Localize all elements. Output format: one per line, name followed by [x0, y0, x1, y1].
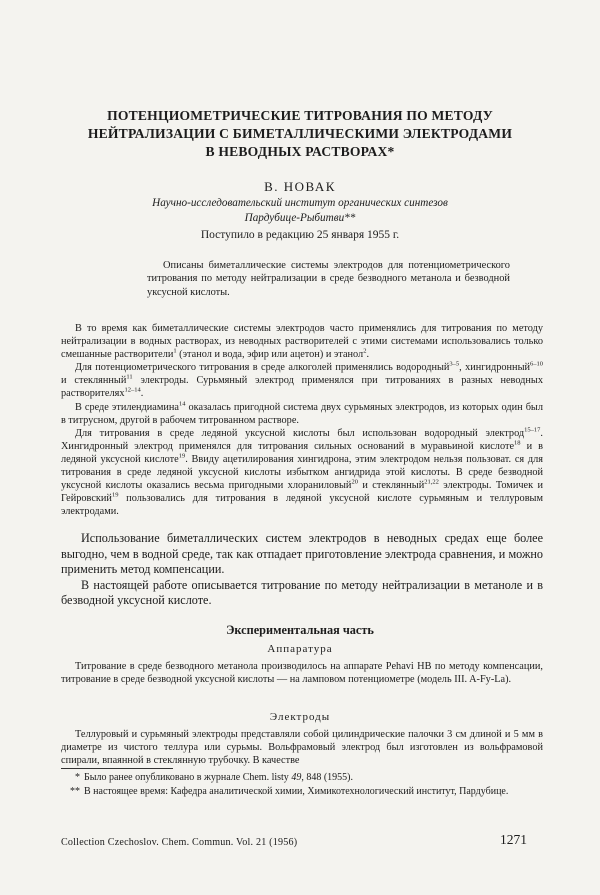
- citation: 12–14: [124, 387, 141, 395]
- citation: 1: [173, 347, 177, 355]
- intro-paragraph-2: Для потенциометрического титрования в среде алкоголей применялись водородный$^{3-5}$, хингидронный$^{6-10}$ и стеклянный$^{11}$ электроды. Сурьмяный электрод применялся при титрованиях в разных неводных растворителях$^{12-14}$.: [61, 360, 543, 400]
- apparatus-paragraph: Титрование в среде безводного метанола производилось на аппарате Pehavi HB по методу компенсации, титрование в среде безводной уксусной кислоты — на ламповом потенциометре (модель III. A-Fy-La).: [61, 661, 543, 686]
- page-number: 1271: [500, 832, 527, 847]
- main-text: [61, 531, 543, 609]
- subheading-apparatus: Аппаратура: [267, 643, 333, 655]
- title-line-1: ПОТЕНЦИОМЕТРИЧЕСКИЕ ТИТРОВАНИЯ ПО МЕТОДУ: [107, 108, 493, 123]
- citation: 21,22: [424, 478, 439, 486]
- section-heading-experimental: Экспериментальная часть: [226, 623, 374, 637]
- citation: 6–10: [530, 360, 543, 368]
- citation: 2: [363, 347, 367, 355]
- intro-paragraph-4: Для титрования в среде ледяной уксусной кислоты был использован водородный электрод$^{15-17}$. Хингидронный электрод применялся для титрования сильных оснований в муравьиной кислоте$^{18}$ и в ледяной уксусной кислоте$^{19}$. Ввиду ацетилирования хингидрона, этим электродом нельзя пользоват. ся для титрования в среде ледяной уксусной кислоты избытком ангидрида этой кислоты. В среде безводной уксусной кислоты оказались весьма пригодными хлоранилoвый$^{20}$ и стеклянный$^{21,22}$ электроды. Томичек и Гейровский$^{19}$ пользовались для титрования в ледяной уксусной кислоте сурьмяным и теллуровым электродами.: [61, 426, 543, 518]
- affiliation-line-2: Пардубице-Рыбитви**: [244, 212, 356, 224]
- citation: 11: [126, 373, 133, 381]
- main-paragraph-2: В настоящей работе описывается титрование по методу нейтрализации в метаноле и в безводной уксусной кислоте.: [61, 577, 543, 608]
- author-name: В. НОВАК: [264, 179, 336, 194]
- received-date: Поступило в редакцию 25 января 1955 г.: [200, 229, 400, 241]
- footnote-1: [61, 772, 543, 785]
- main-paragraph-1: Использование биметаллических систем электродов в неводных средах еще более выгодно, чем в водной среде, так как отпадает приготовление электрода сравнения, и можно применить метод компенсации.: [61, 531, 543, 577]
- subheading-electrodes: Электроды: [269, 711, 331, 723]
- title-line-3: В НЕВОДНЫХ РАСТВОРАХ*: [205, 144, 395, 159]
- abstract: Описаны биметаллические системы электродов для потенциометрического титрования по методу нейтрализации в среде безводного метанола и безводной уксусной кислоты.: [147, 260, 510, 298]
- footnote-2: [61, 786, 543, 799]
- footnote-divider: [61, 768, 173, 769]
- footnote-mark: *: [75, 772, 80, 783]
- citation: 14: [178, 400, 186, 408]
- footnote-mark: **: [70, 786, 80, 797]
- author-affiliation: [0, 196, 600, 226]
- intro-paragraph-3: В среде этилендиамина$^{14}$ оказалась пригодной система двух сурьмяных электродов, из которых один был в титрусном, другой в рабочем титрованном растворе.: [61, 400, 543, 426]
- citation: 18: [514, 439, 521, 447]
- article-title: [60, 107, 540, 161]
- citation: 19: [178, 452, 186, 460]
- intro-paragraph-1: В то время как биметаллические системы электродов часто применялись для титрования по методу нейтрализации в водных растворах, из неводных растворителей с этими системами использовались только смешанные растворители$^1$ (этанол и вода, эфир или ацетон) и этанол$^2$.: [61, 323, 543, 361]
- citation: 20: [351, 478, 358, 486]
- apparatus-section: [61, 660, 543, 686]
- introduction: [61, 322, 543, 518]
- electrodes-paragraph: Теллуровый и сурьмяный электроды представляли собой цилиндрические палочки 3 см длиной и 5 мм в диаметре из чистого теллура или сурьмы. Вольфрамовый электрод был изготовлен из вольфрамовой спирали, впаянной в стеклянную трубочку. В качестве: [61, 729, 543, 767]
- citation: 3–5: [449, 360, 460, 368]
- footnote-text: Было ранее опубликовано в журнале Chem. listy 49, 848 (1955).: [84, 772, 353, 783]
- affiliation-line-1: Научно-исследовательский институт органических синтезов: [152, 197, 448, 209]
- title-line-2: НЕЙТРАЛИЗАЦИИ С БИМЕТАЛЛИЧЕСКИМИ ЭЛЕКТРОДАМИ: [87, 126, 513, 141]
- citation: 19: [111, 491, 119, 499]
- journal-citation: Collection Czechoslov. Chem. Commun. Vol. 21 (1956): [61, 837, 298, 848]
- electrodes-section: [61, 728, 543, 767]
- footnote-text: В настоящее время: Кафедра аналитической химии, Химикотехнологический институт, Пардубице.: [84, 786, 509, 797]
- citation: 15–17: [524, 426, 541, 434]
